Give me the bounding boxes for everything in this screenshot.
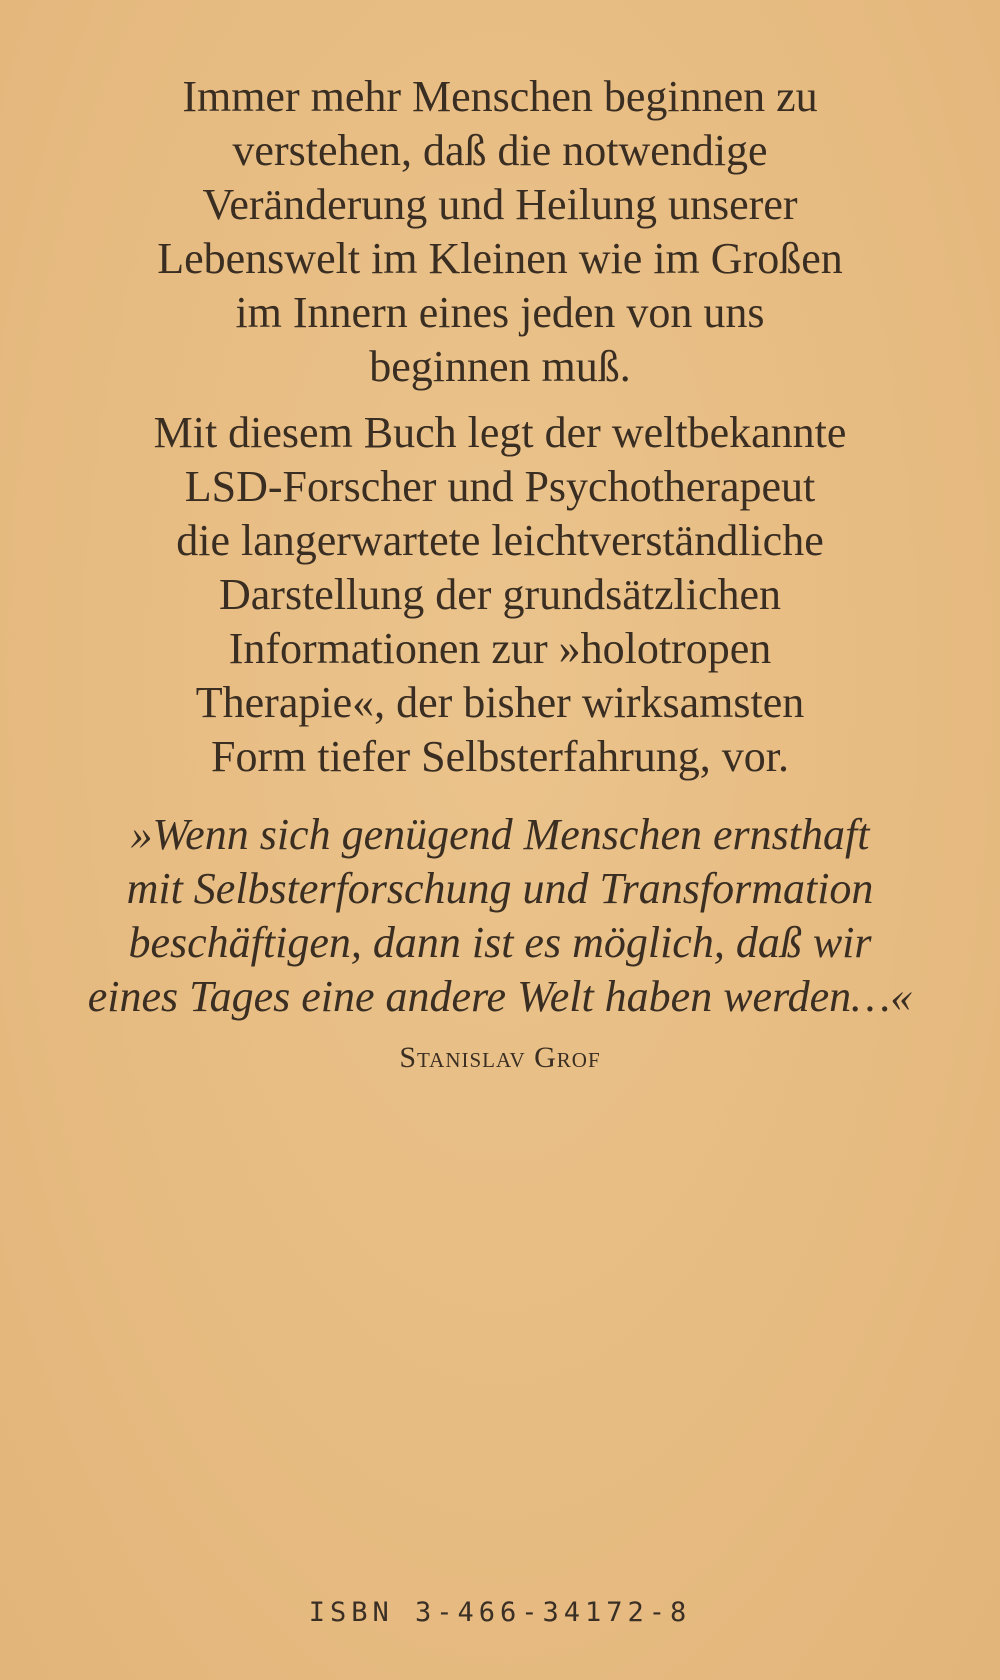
quote-line-2: mit Selbsterforschung und Transformation — [126, 864, 874, 913]
quote-line-4: eines Tages eine andere Welt haben werden…« — [87, 972, 913, 1021]
intro-paragraph — [0, 70, 1000, 394]
intro-line-4: Lebenswelt im Kleinen wie im Großen — [157, 234, 843, 283]
description-line-6: Therapie«, der bisher wirksamsten — [195, 678, 805, 727]
description-line-7: Form tiefer Selbsterfahrung, vor. — [211, 732, 789, 781]
quote-line-3: beschäftigen, dann ist es möglich, daß wir — [128, 918, 872, 967]
description-line-1: Mit diesem Buch legt der weltbekannte — [153, 408, 847, 457]
intro-line-3: Veränderung und Heilung unserer — [202, 180, 798, 229]
description-line-4: Darstellung der grundsätzlichen — [218, 570, 782, 619]
author-quote — [0, 808, 1000, 1024]
intro-line-2: verstehen, daß die notwendige — [232, 126, 768, 175]
description-paragraph — [0, 406, 1000, 784]
intro-line-5: im Innern eines jeden von uns — [235, 288, 765, 337]
isbn-number: ISBN 3-466-34172-8 — [308, 1597, 692, 1628]
description-line-3: die langerwartete leichtverständliche — [176, 516, 824, 565]
quote-author: Stanislav Grof — [399, 1041, 601, 1074]
intro-line-6: beginnen muß. — [369, 342, 631, 391]
description-line-5: Informationen zur »holotropen — [228, 624, 772, 673]
quote-line-1: »Wenn sich genügend Menschen ernsthaft — [130, 810, 870, 859]
intro-line-1: Immer mehr Menschen beginnen zu — [182, 72, 818, 121]
description-line-2: LSD-Forscher und Psychotherapeut — [184, 462, 816, 511]
